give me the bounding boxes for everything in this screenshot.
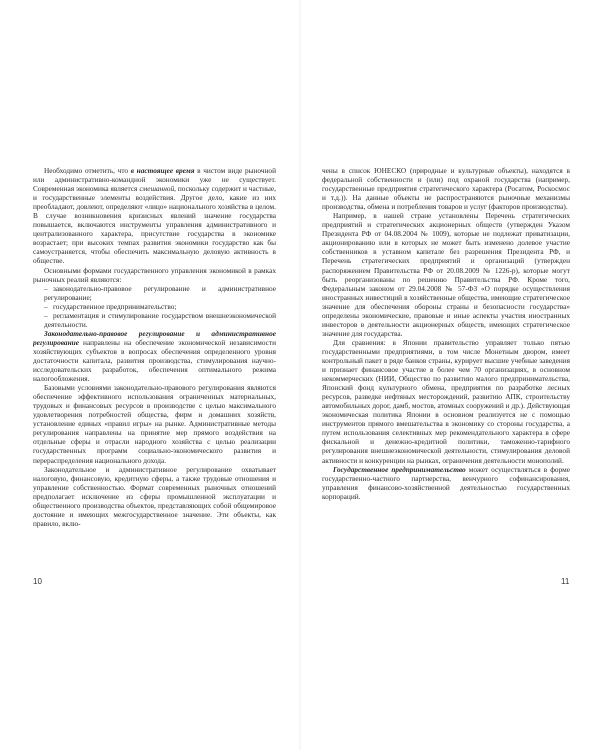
forms-list xyxy=(33,284,276,329)
list-item: – государственное предпринимательство; xyxy=(44,301,177,311)
paragraph: Законодательно-правовое регулирование и административное регулирование направлены на обеспечение экономической независимости хозяйствующих субъектов в вопросах обеспечения определенного уровня достаточности капитала, развития производства, стимулирования научно-исследовательских разработок, обеспечения оптимального режима налогообложения. xyxy=(33,328,276,384)
list-item: – законодательно-правовое регулирование и административное регулирование; xyxy=(44,283,276,302)
paragraph: Основными формами государственного управления экономикой в рамках рыночных реалий являются: xyxy=(33,265,276,284)
paragraph: Например, в нашей стране установлены Перечень стратегических предприятий и стратегических акционерных обществ (утвержден Указом Президента РФ от 04.08.2004 № 1009), которые не подлежат приватизации, акционированию или в которых не может быть изменено долевое участие собственников в уставном капитале без разрешения Президента РФ, и Перечень стратегических предприятий и организаций (утвержден распоряжением Правительства РФ от 20.08.2009 № 1226-р), которые могут быть реорганизованы по решению Правительства РФ. Кроме того, Федеральным законом от 29.04.2008 № 57-ФЗ «О порядке осуществления иностранных инвестиций в хозяйственные общества, имеющие стратегическое значение для обеспечения обороны страны и безопасности государства» определены экономические, правовые и иные аспекты участия иностранных инвесторов в деятельности акционерных обществ, имеющих стратегическое значение для государства. xyxy=(322,211,570,338)
paragraph: чены в список ЮНЕСКО (природные и культурные объекты), находятся в федеральной собственности и (или) под охраной государства (например, государственные предприятия стратегического характера (Росатом, Роскосмос и т.д.)). На данные объекты не распространяются рыночные механизмы производства, обмена и потребления товаров и услуг (факторов производства). xyxy=(322,166,570,212)
page-number: 11 xyxy=(561,577,570,586)
paragraph: Государственное предпринимательство может осуществляться в форме государственно-частного партнерства, венчурного софинансирования, управления финансово-хозяйственной деятельностью государственных корпораций. xyxy=(322,464,570,501)
paragraph: Для сравнения: в Японии правительство управляет только пятью государственными предприятиями, в том числе Монетным двором, имеет контрольный пакет в ряде банков страны, курирует высшие учебные заведения и признает финансовое участие в более чем 70 организациях, в основном некоммерческих (НИИ, Общество по развитию малого предпринимательства, Японский фонд культурного обмена, предприятия по разработке лесных ресурсов, разведке нефтяных месторождений, развитию АПК, строительству автомобильных дорог, дамб, мостов, атомных сооружений и др.). Действующая экономическая политика Японии в основном реализуется не с помощью инструментов прямого вмешательства в экономику со стороны государства, а путем использования селективных мер рекомендательного характера в сфере фискальной и денежно-кредитной политики, таможенно-тарифного регулирования внешнеэкономической деятельности, стимулирования деловой активности и конкуренции на рынках, ограничения деятельности монополий. xyxy=(322,337,570,465)
page-number: 10 xyxy=(33,577,42,586)
paragraph: Необходимо отметить, что в настоящее время в чистом виде рыночной или административно-командной экономики уже не существует. Современная экономика является смешанной, поскольку содержит и частные, и государственные элементы воздействия. Другое дело, какие из них преобладают, довлеют, определяют «лицо» национального хозяйства в целом. В случае возникновения кризисных явлений значение государства повышается, включаются инструменты управления административного и централизованного характера, присутствие государства в экономике возрастает; при высоких темпах развития экономики государство как бы самоустраняется, чтобы обеспечить максимальную деловую активность в обществе. xyxy=(33,166,276,266)
left-text-column xyxy=(33,166,276,566)
list-item: – регламентация и стимулирование государством внешнеэкономической деятельности. xyxy=(44,310,276,329)
paragraph: Базовыми условиями законодательно-правового регулирования являются обеспечение эффективного использования ограниченных материальных, трудовых и финансовых ресурсов в производстве с целью максимального удовлетворения потребностей общества, фирм и домашних хозяйств, установление единых «правил игры» на рынке. Административные методы регулирования направлены на принятие мер прямого воздействия на отдельные сферы и отрасли народного хозяйства с целью реализации государственных программ социально-экономического развития и перераспределения национального дохода. xyxy=(33,383,276,465)
right-text-column xyxy=(322,166,570,578)
paragraph: Законодательное и административное регулирование охватывает налоговую, финансовую, кредитную сферы, а также трудовые отношения и управление собственностью. Формат современных рыночных отношений предполагает исключение из сферы промышленной эксплуатации и общественного производства объектов, представляющих собой общемировое достояние и имеющих межгосударственное значение. Эти объекты, как правило, вклю- xyxy=(33,464,276,528)
right-page xyxy=(300,0,600,750)
